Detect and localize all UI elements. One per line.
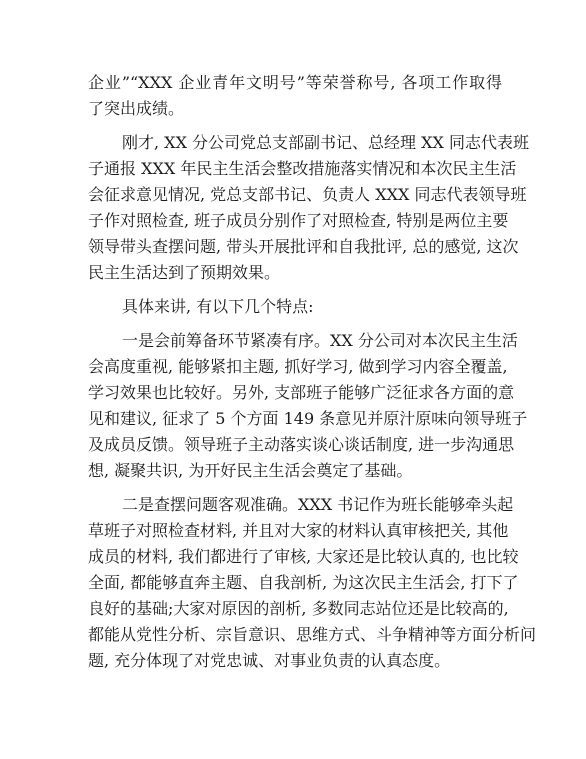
document-page [88, 70, 537, 682]
text-line: 具体来讲, 有以下几个特点: [122, 297, 314, 316]
text-line: 子作对照检查, 班子成员分别作了对照检查, 特别是两位主要 [88, 211, 509, 230]
text-line: 了突出成绩。 [88, 99, 185, 118]
text-line: 会征求意见情况, 党总支部书记、负责人 XXX 同志代表领导班 [88, 185, 527, 204]
text-line: 想, 凝聚共识, 为开好民主生活会奠定了基础。 [88, 461, 413, 480]
paragraph-point-two [88, 492, 537, 674]
text-line: 企业”“XXX 企业青年文明号”等荣誉称号, 各项工作取得 [88, 73, 502, 92]
text-line: 都能从党性分析、宗旨意识、思维方式、斗争精神等方面分析问 [88, 625, 537, 644]
paragraph-meeting-overview [88, 130, 529, 286]
text-line: 草班子对照检查材料, 并且对大家的材料认真审核把关, 其他 [88, 521, 509, 540]
text-line: 良好的基础;大家对原因的剖析, 多数同志站位还是比较高的, [88, 599, 509, 618]
text-line: 及成员反馈。领导班子主动落实谈心谈话制度, 进一步沟通思 [88, 435, 515, 454]
text-line: 一是会前筹备环节紧凑有序。XX 分公司对本次民主生活 [122, 331, 518, 350]
text-line: 全面, 都能够直奔主题、自我剖析, 为这次民主生活会, 打下了 [88, 573, 519, 592]
text-line: 刚才, XX 分公司党总支部副书记、总经理 XX 同志代表班 [122, 133, 529, 152]
text-line: 成员的材料, 我们都进行了审核, 大家还是比较认真的, 也比较 [88, 547, 519, 566]
text-line: 领导带头查摆问题, 带头开展批评和自我批评, 总的感觉, 这次 [88, 237, 519, 256]
text-line: 子通报 XXX 年民主生活会整改措施落实情况和本次民主生活 [88, 159, 517, 178]
paragraph-honors [88, 70, 502, 122]
text-line: 民主生活达到了预期效果。 [88, 263, 281, 282]
text-line: 见和建议, 征求了 5 个方面 149 条意见并原汁原味向领导班子 [88, 409, 528, 428]
text-line: 会高度重视, 能够紧扣主题, 抓好学习, 做到学习内容全覆盖, [88, 357, 508, 376]
text-line: 二是查摆问题客观准确。XXX 书记作为班长能够牵头起 [122, 495, 514, 514]
paragraph-features-intro [88, 294, 502, 320]
text-line: 题, 充分体现了对党忠诚、对事业负责的认真态度。 [88, 651, 451, 670]
paragraph-point-one [88, 328, 528, 484]
text-line: 学习效果也比较好。另外, 支部班子能够广泛征求各方面的意 [88, 383, 515, 402]
